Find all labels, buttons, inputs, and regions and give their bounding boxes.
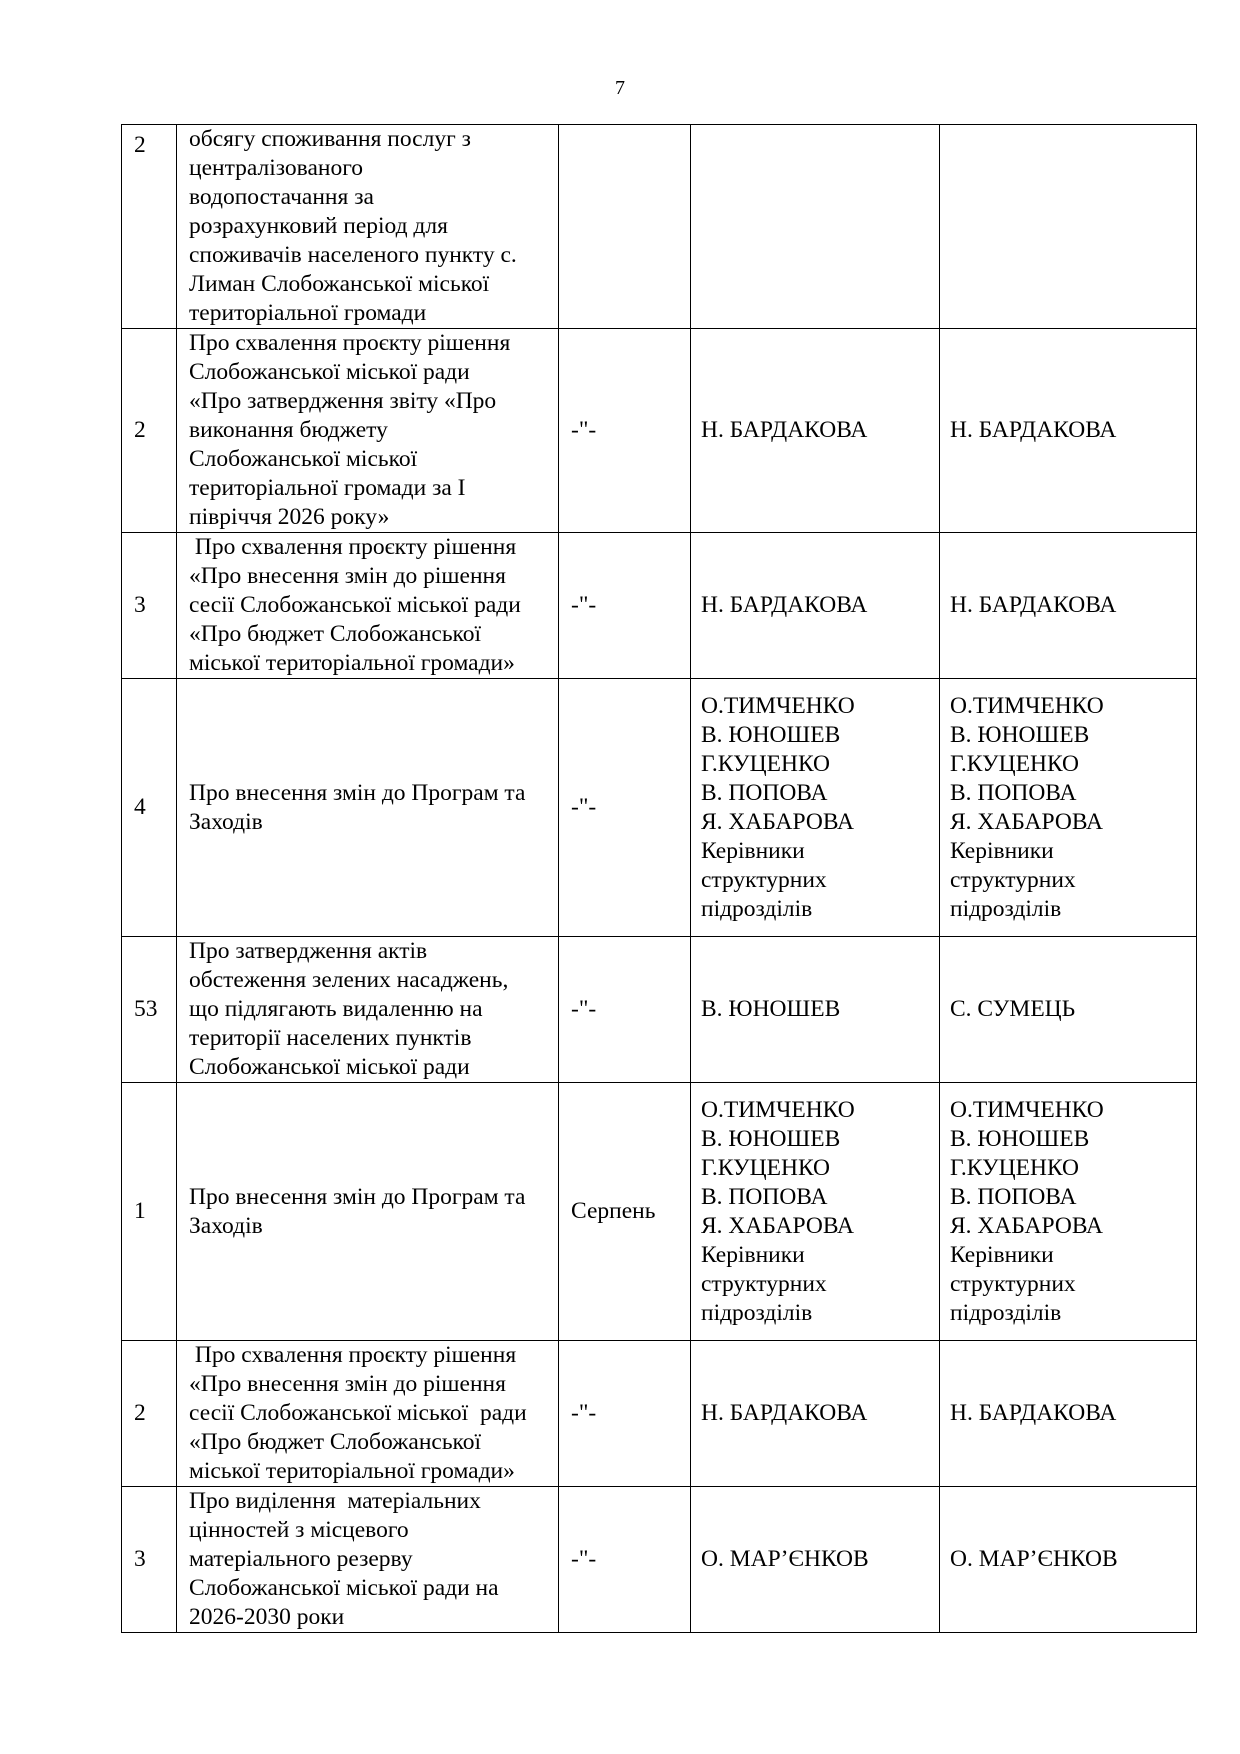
prepared-by-name: підрозділів [701,895,813,922]
row-number: 3 [122,1487,177,1633]
agenda-item-title [177,125,559,329]
title-line: «Про затвердження звіту «Про [189,388,497,414]
prepared-by-name: підрозділів [701,1299,813,1326]
title-line: водопостачання за [189,184,374,210]
prepared-by-cell [691,1487,940,1633]
responsible-name: структурних [950,866,1076,893]
responsible-cell [940,1083,1197,1341]
prepared-by-name: структурних [701,866,827,893]
agenda-item-title [177,1341,559,1487]
title-line: що підлягають видаленню на [189,996,483,1022]
row-number: 53 [122,937,177,1083]
title-line: Про схвалення проєкту рішення [189,534,517,560]
agenda-item-title [177,937,559,1083]
prepared-by-name: Я. ХАБАРОВА [701,808,855,835]
table-row [122,1341,1197,1487]
responsible-name: підрозділів [950,895,1062,922]
agenda-item-title [177,1083,559,1341]
agenda-item-title [177,679,559,937]
prepared-by-name: Н. БАРДАКОВА [701,1400,868,1426]
responsible-name: Керівники [950,837,1054,864]
prepared-by-cell [691,125,940,329]
row-number: 2 [122,329,177,533]
deadline-cell [559,125,691,329]
title-line: цінностей з місцевого [189,1517,409,1543]
plan-table [121,124,1197,1633]
title-line: Про схвалення проєкту рішення [189,1342,517,1368]
responsible-name: С. СУМЕЦЬ [950,996,1076,1022]
title-line: Заходів [189,808,263,835]
title-line: «Про внесення змін до рішення [189,563,506,589]
title-line: матеріального резерву [189,1546,413,1572]
title-line: Слобожанської міської [189,446,418,472]
responsible-cell [940,679,1197,937]
responsible-name: В. ПОПОВА [950,1183,1077,1210]
title-line: Слобожанської міської ради на [189,1575,499,1601]
prepared-by-name: Н. БАРДАКОВА [701,592,868,618]
deadline-cell: -"- [559,937,691,1083]
deadline-cell: -"- [559,329,691,533]
prepared-by-cell [691,1341,940,1487]
page-number: 7 [615,77,625,99]
responsible-name: Я. ХАБАРОВА [950,808,1104,835]
responsible-name: Г.КУЦЕНКО [950,1154,1080,1181]
title-line: обстеження зелених насаджень, [189,967,509,993]
responsible-name: Г.КУЦЕНКО [950,750,1080,777]
table-row [122,329,1197,533]
prepared-by-name: Г.КУЦЕНКО [701,1154,831,1181]
title-line: Слобожанської міської ради [189,1054,470,1080]
row-number: 2 [122,125,177,329]
title-line: міської територіальної громади» [189,650,515,676]
row-number: 1 [122,1083,177,1341]
row-number: 3 [122,533,177,679]
title-line: Про внесення змін до Програм та [189,1183,526,1210]
title-line: Слобожанської міської ради [189,359,470,385]
responsible-name: О.ТИМЧЕНКО [950,1096,1104,1123]
title-line: міської територіальної громади» [189,1458,515,1484]
prepared-by-name: Керівники [701,837,805,864]
title-line: півріччя 2026 року» [189,504,390,530]
responsible-name: В. ЮНОШЕВ [950,721,1090,748]
title-line: «Про внесення змін до рішення [189,1371,506,1397]
responsible-cell [940,937,1197,1083]
prepared-by-name: О. МАР’ЄНКОВ [701,1546,869,1572]
responsible-name: О. МАР’ЄНКОВ [950,1546,1118,1572]
title-line: територіальної громади за I [189,475,466,501]
title-line: Заходів [189,1212,263,1239]
prepared-by-cell [691,937,940,1083]
title-line: території населених пунктів [189,1025,472,1051]
prepared-by-cell [691,329,940,533]
prepared-by-name: Г.КУЦЕНКО [701,750,831,777]
prepared-by-name: В. ЮНОШЕВ [701,1125,841,1152]
responsible-name: В. ПОПОВА [950,779,1077,806]
title-line: Про виділення матеріальних [189,1488,481,1514]
responsible-name: Н. БАРДАКОВА [950,417,1117,443]
prepared-by-cell [691,679,940,937]
title-line: Про схвалення проєкту рішення [189,330,511,356]
table-row [122,1083,1197,1341]
agenda-item-title [177,1487,559,1633]
responsible-name: Я. ХАБАРОВА [950,1212,1104,1239]
deadline-cell: -"- [559,1341,691,1487]
prepared-by-cell [691,1083,940,1341]
prepared-by-name: В. ЮНОШЕВ [701,721,841,748]
agenda-item-title [177,329,559,533]
prepared-by-name: В. ЮНОШЕВ [701,996,841,1022]
table-row [122,533,1197,679]
prepared-by-name: О.ТИМЧЕНКО [701,692,855,719]
responsible-name: структурних [950,1270,1076,1297]
prepared-by-cell [691,533,940,679]
responsible-name: Н. БАРДАКОВА [950,1400,1117,1426]
title-line: централізованого [189,155,364,181]
prepared-by-name: Я. ХАБАРОВА [701,1212,855,1239]
responsible-name: О.ТИМЧЕНКО [950,692,1104,719]
responsible-name: підрозділів [950,1299,1062,1326]
responsible-cell [940,1487,1197,1633]
row-number: 4 [122,679,177,937]
responsible-name: В. ЮНОШЕВ [950,1125,1090,1152]
row-number: 2 [122,1341,177,1487]
deadline-cell: Серпень [559,1083,691,1341]
responsible-name: Керівники [950,1241,1054,1268]
title-line: «Про бюджет Слобожанської [189,1429,482,1455]
title-line: Лиман Слобожанської міської [189,271,490,297]
prepared-by-name: В. ПОПОВА [701,1183,828,1210]
responsible-cell [940,533,1197,679]
deadline-cell: -"- [559,533,691,679]
responsible-cell [940,1341,1197,1487]
agenda-item-title [177,533,559,679]
responsible-name: Н. БАРДАКОВА [950,592,1117,618]
prepared-by-name: О.ТИМЧЕНКО [701,1096,855,1123]
title-line: розрахунковий період для [189,213,448,239]
table-row [122,125,1197,329]
title-line: «Про бюджет Слобожанської [189,621,482,647]
deadline-cell: -"- [559,679,691,937]
prepared-by-name: Н. БАРДАКОВА [701,417,868,443]
title-line: споживачів населеного пункту с. [189,242,517,268]
prepared-by-name: Керівники [701,1241,805,1268]
title-line: територіальної громади [189,300,427,326]
table-row [122,1487,1197,1633]
prepared-by-name: структурних [701,1270,827,1297]
title-line: виконання бюджету [189,417,388,443]
table-row [122,937,1197,1083]
title-line: 2026-2030 роки [189,1604,345,1630]
title-line: Про внесення змін до Програм та [189,779,526,806]
responsible-cell [940,125,1197,329]
title-line: обсягу споживання послуг з [189,126,471,152]
table-row [122,679,1197,937]
title-line: Про затвердження актів [189,938,428,964]
title-line: сесії Слобожанської міської ради [189,1400,527,1426]
responsible-cell [940,329,1197,533]
deadline-cell: -"- [559,1487,691,1633]
title-line: сесії Слобожанської міської ради [189,592,521,618]
prepared-by-name: В. ПОПОВА [701,779,828,806]
